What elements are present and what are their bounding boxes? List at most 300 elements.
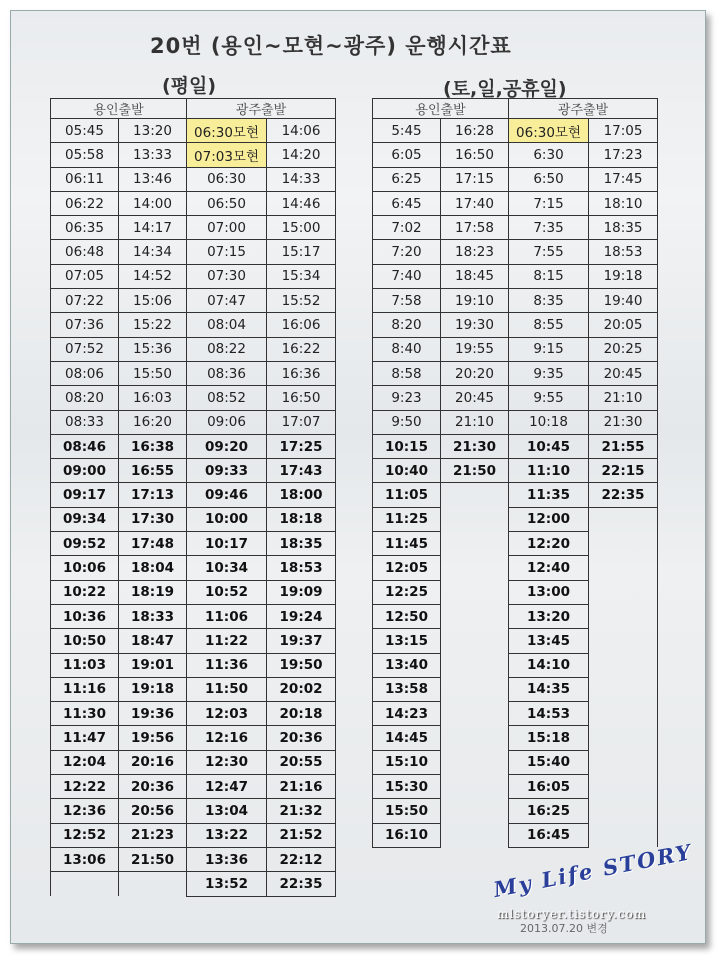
weekend-time-cell: 13:45 [509, 629, 589, 653]
weekday-time-cell: 06:11 [51, 167, 119, 191]
weekday-row [51, 677, 336, 701]
weekday-time-cell: 10:17 [187, 532, 267, 556]
weekday-time-cell: 10:06 [51, 556, 119, 580]
weekday-time-cell: 12:36 [51, 799, 119, 823]
weekday-time-cell: 13:20 [119, 119, 187, 143]
weekend-time-cell [441, 823, 509, 847]
weekend-time-cell [441, 580, 509, 604]
weekday-time-cell: 12:03 [187, 702, 267, 726]
weekday-time-cell: 19:36 [119, 702, 187, 726]
weekend-time-cell: 20:45 [589, 361, 658, 385]
weekend-time-cell: 21:10 [441, 410, 509, 434]
weekday-time-cell: 16:55 [119, 459, 187, 483]
weekday-time-cell: 14:33 [267, 167, 336, 191]
weekend-time-cell: 7:55 [509, 240, 589, 264]
weekday-time-cell: 09:46 [187, 483, 267, 507]
weekday-time-cell: 08:22 [187, 337, 267, 361]
weekend-time-cell: 15:50 [373, 799, 441, 823]
weekday-row [51, 459, 336, 483]
weekend-time-cell: 7:02 [373, 216, 441, 240]
weekday-time-cell: 07:03모현 [187, 143, 267, 167]
weekday-time-cell: 10:52 [187, 580, 267, 604]
weekday-row [51, 240, 336, 264]
weekend-time-cell: 06:30모현 [509, 119, 589, 143]
weekend-row [373, 532, 658, 556]
weekday-time-cell: 22:35 [267, 872, 336, 896]
weekday-time-cell: 10:34 [187, 556, 267, 580]
weekend-header-gwangju: 광주출발 [509, 99, 658, 119]
weekday-time-cell: 15:50 [119, 361, 187, 385]
weekday-time-cell: 11:22 [187, 629, 267, 653]
weekend-time-cell: 19:40 [589, 289, 658, 313]
weekend-time-cell: 12:25 [373, 580, 441, 604]
weekday-time-cell: 07:05 [51, 264, 119, 288]
weekday-time-cell: 18:35 [267, 532, 336, 556]
weekend-row [373, 604, 658, 628]
weekday-time-cell: 20:56 [119, 799, 187, 823]
weekday-time-cell: 15:17 [267, 240, 336, 264]
weekend-time-cell: 9:23 [373, 386, 441, 410]
weekend-time-cell: 17:23 [589, 143, 658, 167]
weekday-time-cell: 08:06 [51, 361, 119, 385]
weekend-row [373, 726, 658, 750]
weekday-time-cell: 19:01 [119, 653, 187, 677]
weekday-time-cell: 11:16 [51, 677, 119, 701]
weekday-label: (평일) [162, 75, 217, 97]
timetable-title: 20번 (용인~모현~광주) 운행시간표 [150, 34, 512, 58]
weekday-row [51, 434, 336, 458]
weekday-time-cell: 14:06 [267, 119, 336, 143]
revision-date: 2013.07.20 변경 [520, 922, 608, 935]
weekday-time-cell: 21:32 [267, 799, 336, 823]
weekend-row [373, 629, 658, 653]
weekend-row [373, 143, 658, 167]
weekday-time-cell: 07:15 [187, 240, 267, 264]
weekday-row [51, 337, 336, 361]
weekend-time-cell [589, 775, 658, 799]
weekend-time-cell: 6:50 [509, 167, 589, 191]
weekend-time-cell: 16:50 [441, 143, 509, 167]
weekend-row [373, 799, 658, 823]
weekday-time-cell: 09:34 [51, 507, 119, 531]
weekend-time-cell: 13:15 [373, 629, 441, 653]
weekend-time-cell [441, 775, 509, 799]
weekend-time-cell: 17:40 [441, 191, 509, 215]
weekday-row [51, 264, 336, 288]
weekend-time-cell: 18:53 [589, 240, 658, 264]
weekend-time-cell: 13:00 [509, 580, 589, 604]
weekday-time-cell: 06:48 [51, 240, 119, 264]
weekend-time-cell: 7:15 [509, 191, 589, 215]
weekend-time-cell: 20:20 [441, 361, 509, 385]
weekday-time-cell: 07:22 [51, 289, 119, 313]
weekday-time-cell: 14:20 [267, 143, 336, 167]
weekday-time-cell: 12:16 [187, 726, 267, 750]
weekend-time-cell: 10:18 [509, 410, 589, 434]
weekday-time-cell: 09:33 [187, 459, 267, 483]
weekday-row [51, 532, 336, 556]
weekday-time-cell: 18:33 [119, 604, 187, 628]
weekend-time-cell: 6:45 [373, 191, 441, 215]
weekend-time-cell: 16:45 [509, 823, 589, 847]
weekday-time-cell: 17:25 [267, 434, 336, 458]
weekend-time-cell: 11:25 [373, 507, 441, 531]
weekend-row [373, 337, 658, 361]
weekday-row [51, 847, 336, 871]
weekend-time-cell: 17:45 [589, 167, 658, 191]
weekend-time-cell: 19:18 [589, 264, 658, 288]
weekday-time-cell: 19:09 [267, 580, 336, 604]
weekend-time-cell: 16:25 [509, 799, 589, 823]
weekend-time-cell: 19:30 [441, 313, 509, 337]
weekday-row [51, 191, 336, 215]
weekend-row [373, 653, 658, 677]
weekend-time-cell: 21:55 [589, 434, 658, 458]
weekend-time-cell: 14:45 [373, 726, 441, 750]
weekend-time-cell: 17:58 [441, 216, 509, 240]
weekend-time-cell: 8:35 [509, 289, 589, 313]
weekend-time-cell [589, 823, 658, 847]
weekday-time-cell: 22:12 [267, 847, 336, 871]
weekend-time-cell: 8:20 [373, 313, 441, 337]
weekday-time-cell: 14:17 [119, 216, 187, 240]
weekday-time-cell: 06:35 [51, 216, 119, 240]
weekend-time-cell: 21:50 [441, 459, 509, 483]
weekend-time-cell: 14:23 [373, 702, 441, 726]
weekend-time-cell: 12:40 [509, 556, 589, 580]
weekend-row [373, 386, 658, 410]
weekend-time-cell: 8:55 [509, 313, 589, 337]
weekend-time-cell [589, 750, 658, 774]
weekday-time-cell: 18:53 [267, 556, 336, 580]
weekday-time-cell: 14:00 [119, 191, 187, 215]
weekday-time-cell: 11:03 [51, 653, 119, 677]
weekend-time-cell: 16:10 [373, 823, 441, 847]
weekend-time-cell [589, 677, 658, 701]
weekend-time-cell: 10:45 [509, 434, 589, 458]
weekday-time-cell: 20:55 [267, 750, 336, 774]
weekend-time-cell: 18:23 [441, 240, 509, 264]
watermark-url: mlstoryer.tistory.com [497, 907, 647, 921]
weekday-time-cell: 08:46 [51, 434, 119, 458]
weekday-time-cell: 09:06 [187, 410, 267, 434]
weekday-time-cell: 10:00 [187, 507, 267, 531]
weekday-row [51, 361, 336, 385]
weekday-time-cell: 12:22 [51, 775, 119, 799]
weekend-time-cell: 13:20 [509, 604, 589, 628]
weekday-time-cell [51, 872, 119, 896]
weekday-time-cell: 15:52 [267, 289, 336, 313]
weekday-row [51, 289, 336, 313]
weekend-time-cell: 22:35 [589, 483, 658, 507]
weekend-time-cell: 19:55 [441, 337, 509, 361]
weekend-time-cell [589, 629, 658, 653]
weekend-time-cell: 15:18 [509, 726, 589, 750]
weekend-time-cell [589, 556, 658, 580]
weekday-time-cell: 08:52 [187, 386, 267, 410]
weekday-row [51, 556, 336, 580]
weekend-time-cell: 21:30 [589, 410, 658, 434]
weekend-time-cell: 15:10 [373, 750, 441, 774]
weekend-time-cell [441, 483, 509, 507]
weekday-time-cell: 16:03 [119, 386, 187, 410]
weekend-time-cell: 6:25 [373, 167, 441, 191]
weekend-time-cell: 12:00 [509, 507, 589, 531]
weekend-time-cell: 9:50 [373, 410, 441, 434]
weekday-row [51, 604, 336, 628]
weekday-time-cell: 13:22 [187, 823, 267, 847]
weekend-time-cell: 13:58 [373, 677, 441, 701]
weekday-time-cell: 20:16 [119, 750, 187, 774]
weekday-time-cell: 14:46 [267, 191, 336, 215]
weekday-row [51, 313, 336, 337]
weekday-time-cell: 12:52 [51, 823, 119, 847]
weekend-time-cell: 18:35 [589, 216, 658, 240]
weekend-time-cell: 8:40 [373, 337, 441, 361]
weekday-time-cell: 15:36 [119, 337, 187, 361]
weekday-time-cell: 15:06 [119, 289, 187, 313]
weekday-time-cell: 13:52 [187, 872, 267, 896]
weekday-time-cell: 19:50 [267, 653, 336, 677]
weekday-time-cell: 05:45 [51, 119, 119, 143]
weekend-time-cell: 16:05 [509, 775, 589, 799]
weekend-header-yongin: 용인출발 [373, 99, 509, 119]
weekend-time-cell: 15:30 [373, 775, 441, 799]
weekday-time-cell: 16:36 [267, 361, 336, 385]
weekend-time-cell: 20:45 [441, 386, 509, 410]
weekday-time-cell: 17:30 [119, 507, 187, 531]
weekday-time-cell: 06:50 [187, 191, 267, 215]
weekday-time-cell: 14:34 [119, 240, 187, 264]
weekend-row [373, 775, 658, 799]
weekday-time-cell: 16:38 [119, 434, 187, 458]
watermark-logo: My Life STORY [491, 838, 695, 903]
weekend-header-row [373, 99, 658, 119]
weekend-time-cell: 9:35 [509, 361, 589, 385]
weekday-time-cell: 10:36 [51, 604, 119, 628]
weekday-time-cell: 21:23 [119, 823, 187, 847]
weekend-row [373, 677, 658, 701]
weekday-row [51, 507, 336, 531]
weekday-row [51, 167, 336, 191]
weekday-time-cell: 11:50 [187, 677, 267, 701]
weekend-time-cell: 17:05 [589, 119, 658, 143]
weekend-table [372, 98, 658, 848]
weekday-time-cell: 10:50 [51, 629, 119, 653]
weekend-row [373, 119, 658, 143]
weekday-row [51, 629, 336, 653]
weekday-header-gwangju: 광주출발 [187, 99, 336, 119]
weekend-time-cell: 20:25 [589, 337, 658, 361]
weekend-time-cell: 9:55 [509, 386, 589, 410]
weekday-time-cell: 16:50 [267, 386, 336, 410]
weekday-table [50, 98, 336, 897]
weekend-time-cell: 11:45 [373, 532, 441, 556]
weekday-time-cell: 12:04 [51, 750, 119, 774]
weekday-time-cell: 08:33 [51, 410, 119, 434]
weekday-time-cell: 15:00 [267, 216, 336, 240]
weekday-row [51, 119, 336, 143]
weekday-time-cell: 06:22 [51, 191, 119, 215]
weekend-time-cell [441, 750, 509, 774]
weekday-time-cell: 09:17 [51, 483, 119, 507]
weekday-time-cell: 20:18 [267, 702, 336, 726]
weekday-time-cell: 13:36 [187, 847, 267, 871]
weekday-time-cell: 18:18 [267, 507, 336, 531]
weekday-time-cell: 19:56 [119, 726, 187, 750]
weekend-time-cell [441, 507, 509, 531]
weekend-time-cell: 18:10 [589, 191, 658, 215]
weekday-time-cell: 12:47 [187, 775, 267, 799]
weekend-row [373, 410, 658, 434]
weekend-row [373, 216, 658, 240]
weekend-time-cell: 20:05 [589, 313, 658, 337]
weekday-time-cell: 13:33 [119, 143, 187, 167]
weekend-time-cell [441, 653, 509, 677]
weekend-row [373, 289, 658, 313]
weekend-time-cell: 6:30 [509, 143, 589, 167]
weekday-time-cell: 13:04 [187, 799, 267, 823]
weekday-time-cell: 21:16 [267, 775, 336, 799]
weekday-time-cell: 16:06 [267, 313, 336, 337]
weekend-row [373, 264, 658, 288]
weekend-row [373, 240, 658, 264]
weekday-time-cell: 07:36 [51, 313, 119, 337]
weekday-time-cell: 19:37 [267, 629, 336, 653]
weekend-row [373, 167, 658, 191]
weekday-row [51, 775, 336, 799]
weekend-time-cell: 10:15 [373, 434, 441, 458]
weekend-time-cell: 11:10 [509, 459, 589, 483]
weekday-header-yongin: 용인출발 [51, 99, 187, 119]
weekday-row [51, 386, 336, 410]
weekday-time-cell: 13:06 [51, 847, 119, 871]
weekday-time-cell: 11:36 [187, 653, 267, 677]
weekday-row [51, 702, 336, 726]
weekday-time-cell: 17:48 [119, 532, 187, 556]
weekend-time-cell: 7:58 [373, 289, 441, 313]
weekend-time-cell [589, 532, 658, 556]
weekday-time-cell: 08:36 [187, 361, 267, 385]
weekday-time-cell: 15:34 [267, 264, 336, 288]
weekend-time-cell: 12:05 [373, 556, 441, 580]
weekend-time-cell [441, 726, 509, 750]
weekday-row [51, 823, 336, 847]
weekday-row [51, 483, 336, 507]
weekend-time-cell: 21:30 [441, 434, 509, 458]
weekday-time-cell: 10:22 [51, 580, 119, 604]
weekend-time-cell: 14:53 [509, 702, 589, 726]
weekend-time-cell: 9:15 [509, 337, 589, 361]
weekend-time-cell: 6:05 [373, 143, 441, 167]
weekday-time-cell: 17:43 [267, 459, 336, 483]
weekday-time-cell: 18:04 [119, 556, 187, 580]
weekday-time-cell: 09:20 [187, 434, 267, 458]
weekend-time-cell: 18:45 [441, 264, 509, 288]
weekday-time-cell: 08:04 [187, 313, 267, 337]
weekend-time-cell [589, 799, 658, 823]
weekday-time-cell: 07:00 [187, 216, 267, 240]
weekend-time-cell: 16:28 [441, 119, 509, 143]
weekday-time-cell: 17:07 [267, 410, 336, 434]
weekend-time-cell: 12:20 [509, 532, 589, 556]
weekend-time-cell [589, 580, 658, 604]
weekend-row [373, 313, 658, 337]
weekend-row [373, 750, 658, 774]
weekend-time-cell [589, 653, 658, 677]
weekday-time-cell: 13:46 [119, 167, 187, 191]
weekend-time-cell: 7:20 [373, 240, 441, 264]
weekday-time-cell: 08:20 [51, 386, 119, 410]
weekend-time-cell: 14:35 [509, 677, 589, 701]
weekday-time-cell: 18:47 [119, 629, 187, 653]
weekday-time-cell: 14:52 [119, 264, 187, 288]
weekday-time-cell: 05:58 [51, 143, 119, 167]
weekend-time-cell [441, 799, 509, 823]
weekend-row [373, 361, 658, 385]
weekday-row [51, 580, 336, 604]
weekend-time-cell [441, 677, 509, 701]
weekday-row [51, 726, 336, 750]
weekday-row [51, 799, 336, 823]
weekend-time-cell: 5:45 [373, 119, 441, 143]
weekday-time-cell: 07:47 [187, 289, 267, 313]
weekend-time-cell [589, 702, 658, 726]
weekend-time-cell [441, 702, 509, 726]
weekday-header-row [51, 99, 336, 119]
weekend-time-cell: 10:40 [373, 459, 441, 483]
weekday-time-cell [119, 872, 187, 896]
weekend-row [373, 556, 658, 580]
weekend-row [373, 702, 658, 726]
weekend-time-cell: 19:10 [441, 289, 509, 313]
weekday-row [51, 872, 336, 896]
weekday-time-cell: 18:19 [119, 580, 187, 604]
weekend-time-cell: 7:35 [509, 216, 589, 240]
weekend-time-cell: 7:40 [373, 264, 441, 288]
weekday-row [51, 216, 336, 240]
weekend-time-cell [441, 556, 509, 580]
weekday-time-cell: 11:06 [187, 604, 267, 628]
weekend-time-cell: 15:40 [509, 750, 589, 774]
weekday-row [51, 143, 336, 167]
weekend-row [373, 191, 658, 215]
weekend-time-cell: 11:35 [509, 483, 589, 507]
weekend-time-cell [441, 604, 509, 628]
weekday-time-cell: 12:30 [187, 750, 267, 774]
weekend-time-cell [441, 532, 509, 556]
weekend-time-cell: 11:05 [373, 483, 441, 507]
weekend-label: (토,일,공휴일) [443, 78, 567, 100]
weekday-time-cell: 20:36 [119, 775, 187, 799]
weekday-time-cell: 16:20 [119, 410, 187, 434]
weekend-row [373, 580, 658, 604]
weekend-time-cell [589, 726, 658, 750]
weekend-time-cell [589, 604, 658, 628]
weekend-row [373, 507, 658, 531]
weekday-time-cell: 19:24 [267, 604, 336, 628]
weekday-time-cell: 06:30모현 [187, 119, 267, 143]
weekend-row [373, 434, 658, 458]
weekday-row [51, 653, 336, 677]
weekday-time-cell: 15:22 [119, 313, 187, 337]
weekday-time-cell: 19:18 [119, 677, 187, 701]
weekday-time-cell: 11:47 [51, 726, 119, 750]
weekday-time-cell: 06:30 [187, 167, 267, 191]
weekday-time-cell: 07:30 [187, 264, 267, 288]
weekend-time-cell: 13:40 [373, 653, 441, 677]
weekday-time-cell: 21:52 [267, 823, 336, 847]
